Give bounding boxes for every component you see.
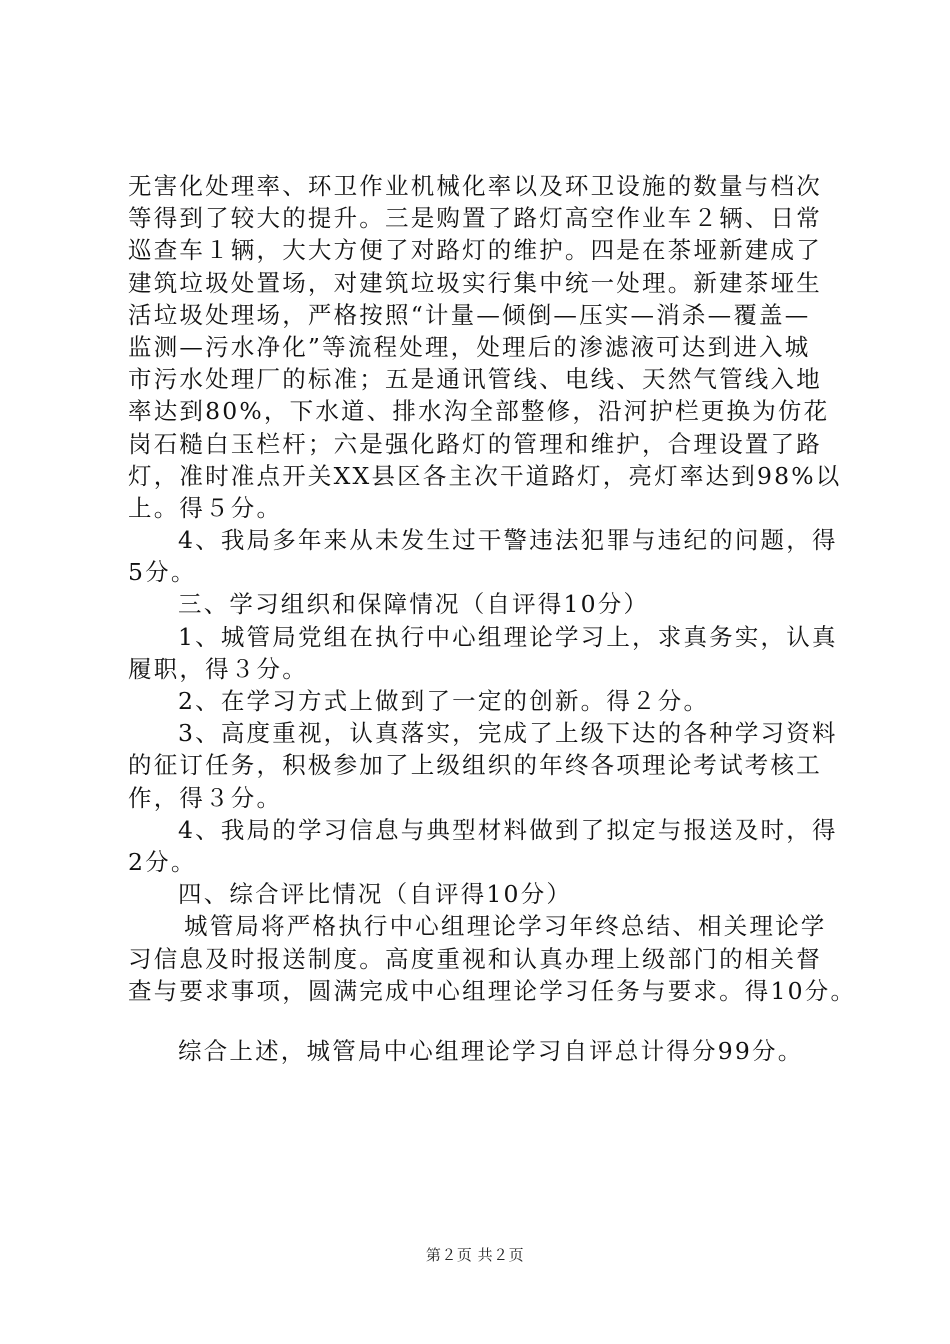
text-line: 灯，准时准点开关XX县区各主次干道路灯，亮灯率达到98%以 [128,461,842,490]
text-line: 作，得３分。 [128,783,283,812]
text-line: 查与要求事项，圆满完成中心组理论学习任务与要求。得10分。 [128,976,857,1005]
text-line: 履职，得３分。 [128,654,308,683]
section-heading-4: 四、综合评比情况（自评得10分） [178,880,573,909]
paragraph-item-4: 4、我局多年来从未发生过干警违法犯罪与违纪的问题，得 [178,526,838,555]
paragraph-item-4b: 4、我局的学习信息与典型材料做到了拟定与报送及时，得 [178,815,838,844]
text-line: 无害化处理率、环卫作业机械化率以及环卫设施的数量与档次 [128,172,822,200]
text-line: 活垃圾处理场，严格按照“计量—倾倒—压实—消杀—覆盖— [128,300,811,329]
page-footer: 第２页 共２页 [425,1246,525,1264]
paragraph-gap [128,1007,848,1035]
paragraph-item-2: 2、在学习方式上做到了一定的创新。得２分。 [178,687,710,715]
text-line: 市污水处理厂的标准；五是通讯管线、电线、天然气管线入地 [128,365,822,394]
paragraph-item-1: 1、城管局党组在执行中心组理论学习上，求真务实，认真 [178,622,838,651]
text-line: 习信息及时报送制度。高度重视和认真办理上级部门的相关督 [128,944,822,973]
paragraph-summary: 城管局将严格执行中心组理论学习年终总结、相关理论学 [184,912,827,941]
text-line: 建筑垃圾处置场，对建筑垃圾实行集中统一处理。新建茶垭生 [128,268,822,297]
text-line: 2分。 [128,847,197,876]
text-line: 岗石糙白玉栏杆；六是强化路灯的管理和维护，合理设置了路 [128,429,822,458]
section-heading-3: 三、学习组织和保障情况（自评得10分） [178,590,650,619]
text-line: 5分。 [128,558,197,587]
text-line: 等得到了较大的提升。三是购置了路灯高空作业车２辆、日常 [128,204,822,233]
text-line: 监测—污水净化”等流程处理，处理后的渗滤液可达到进入城 [128,332,811,361]
text-line: 率达到80%，下水道、排水沟全部整修，沿河护栏更换为仿花 [128,397,830,426]
conclusion-line: 综合上述，城管局中心组理论学习自评总计得分99分。 [178,1036,804,1065]
text-line: 上。得５分。 [128,493,283,522]
text-line: 的征订任务，积极参加了上级组织的年终各项理论考试考核工 [128,751,822,780]
document-body [128,170,857,1067]
paragraph-item-3: 3、高度重视，认真落实，完成了上级下达的各种学习资料 [178,719,838,748]
text-line: 巡查车１辆，大大方便了对路灯的维护。四是在茶垭新建成了 [128,236,822,265]
